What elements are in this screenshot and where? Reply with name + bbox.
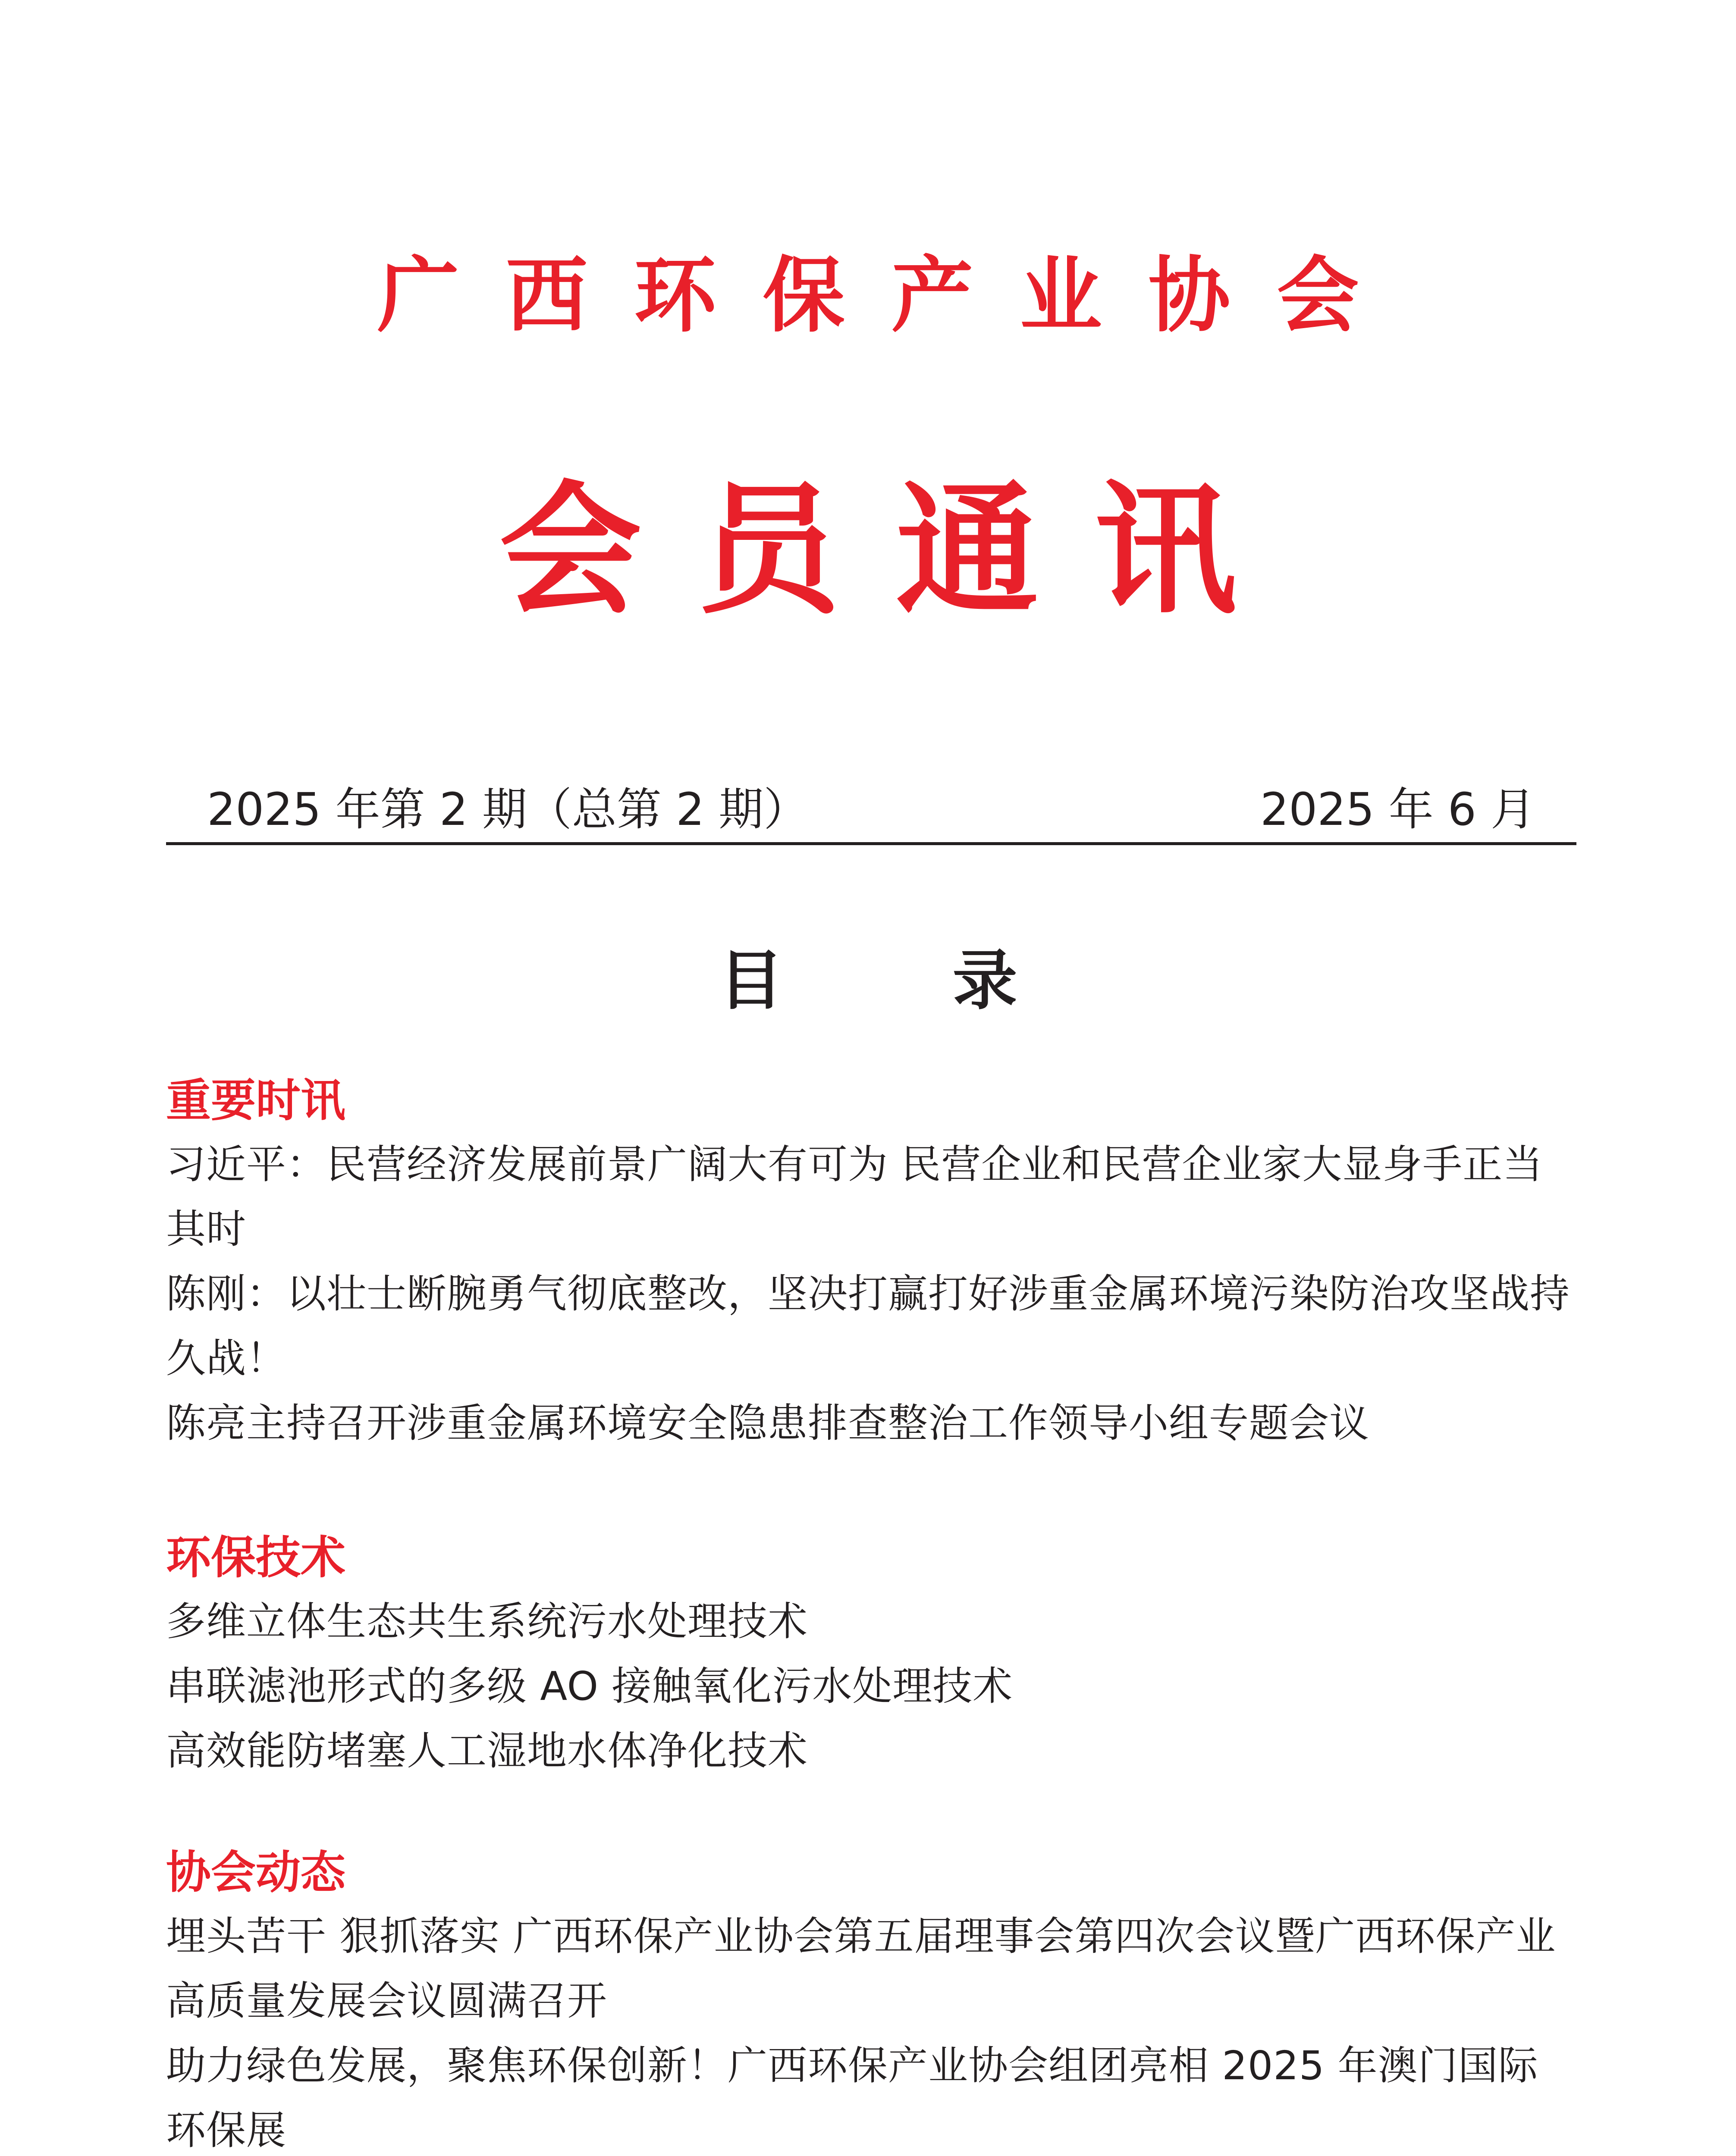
toc-item[interactable]: 助力绿色发展，聚焦环保创新！广西环保产业协会组团亮相 2025 年澳门国际环保展 <box>166 2042 1538 2153</box>
section-title: 重要时讯 <box>166 1074 346 1127</box>
toc-item[interactable]: 多维立体生态共生系统污水处理技术 <box>166 1598 808 1645</box>
section-title: 协会动态 <box>166 1846 346 1899</box>
issue-info-bar <box>166 780 1576 845</box>
toc-item[interactable]: 埋头苦干 狠抓落实 广西环保产业协会第五届理事会第四次会议暨广西环保产业高质量发展会议圆满召开 <box>166 1913 1556 2024</box>
toc-item[interactable]: 陈刚：以壮士断腕勇气彻底整改，坚决打赢打好涉重金属环境污染防治攻坚战持久战！ <box>166 1270 1570 1382</box>
publication-title: 会员通讯 <box>499 466 1293 633</box>
toc-section-association-news <box>166 1841 1576 2156</box>
toc-section-environmental-tech <box>166 1526 1576 1783</box>
issue-date: 2025 年 6 月 <box>1260 783 1535 836</box>
toc-item[interactable]: 习近平：民营经济发展前景广阔大有可为 民营企业和民营企业家大显身手正当其时 <box>166 1141 1543 1252</box>
toc-item[interactable]: 陈亮主持召开涉重金属环境安全隐患排查整治工作领导小组专题会议 <box>166 1400 1370 1446</box>
organization-name: 广西环保产业协会 <box>377 247 1406 343</box>
issue-number: 2025 年第 2 期（总第 2 期） <box>207 783 809 836</box>
section-title: 环保技术 <box>166 1531 346 1584</box>
toc-heading: 目 录 <box>719 943 1091 1018</box>
toc-item[interactable]: 串联滤池形式的多级 AO 接触氧化污水处理技术 <box>166 1663 1013 1709</box>
toc-item[interactable]: 高效能防堵塞人工湿地水体净化技术 <box>166 1727 808 1774</box>
toc-section-important-news <box>166 1069 1576 1456</box>
